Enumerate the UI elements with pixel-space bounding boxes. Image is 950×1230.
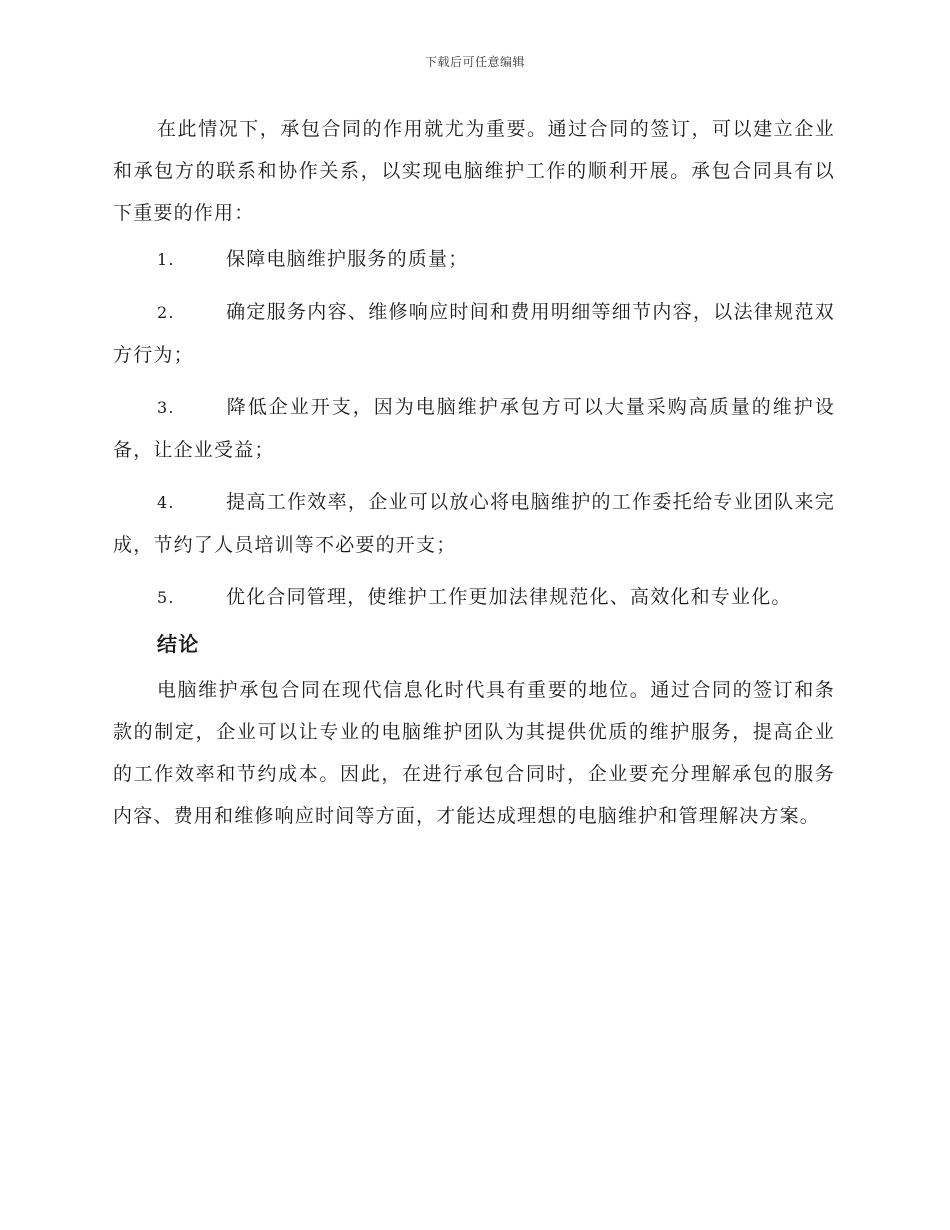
document-body	[113, 108, 835, 837]
list-item	[113, 291, 835, 376]
conclusion-paragraph: 电脑维护承包合同在现代信息化时代具有重要的地位。通过合同的签订和条款的制定，企业可以让专业的电脑维护团队为其提供优质的维护服务，提高企业的工作效率和节约成本。因此，在进行承包合同时，企业要充分理解承包的服务内容、费用和维修响应时间等方面，才能达成理想的电脑维护和管理解决方案。	[113, 679, 835, 827]
intro-paragraph: 在此情况下，承包合同的作用就尤为重要。通过合同的签订，可以建立企业和承包方的联系和协作关系，以实现电脑维护工作的顺利开展。承包合同具有以下重要的作用：	[113, 118, 835, 224]
list-item-number: 5.	[157, 588, 175, 607]
conclusion-heading: 结论	[157, 632, 200, 656]
list-item-number: 4.	[157, 493, 175, 512]
page-header: 下载后可任意编辑	[424, 55, 525, 69]
list-item-number: 1.	[157, 250, 175, 269]
list-item-number: 3.	[157, 398, 175, 417]
list-item	[113, 238, 835, 281]
role-list	[113, 238, 835, 619]
list-item-text: 保障电脑维护服务的质量；	[226, 248, 469, 270]
list-item	[113, 576, 835, 619]
list-item	[113, 386, 835, 471]
list-item-text: 优化合同管理，使维护工作更加法律规范化、高效化和专业化。	[226, 586, 792, 608]
list-item-text: 降低企业开支，因为电脑维护承包方可以大量采购高质量的维护设备，让企业受益；	[113, 396, 835, 461]
list-item	[113, 481, 835, 566]
list-item-text: 确定服务内容、维修响应时间和费用明细等细节内容，以法律规范双方行为；	[113, 301, 835, 366]
list-item-number: 2.	[157, 303, 175, 322]
list-item-text: 提高工作效率，企业可以放心将电脑维护的工作委托给专业团队来完成，节约了人员培训等不必要的开支；	[113, 491, 835, 556]
